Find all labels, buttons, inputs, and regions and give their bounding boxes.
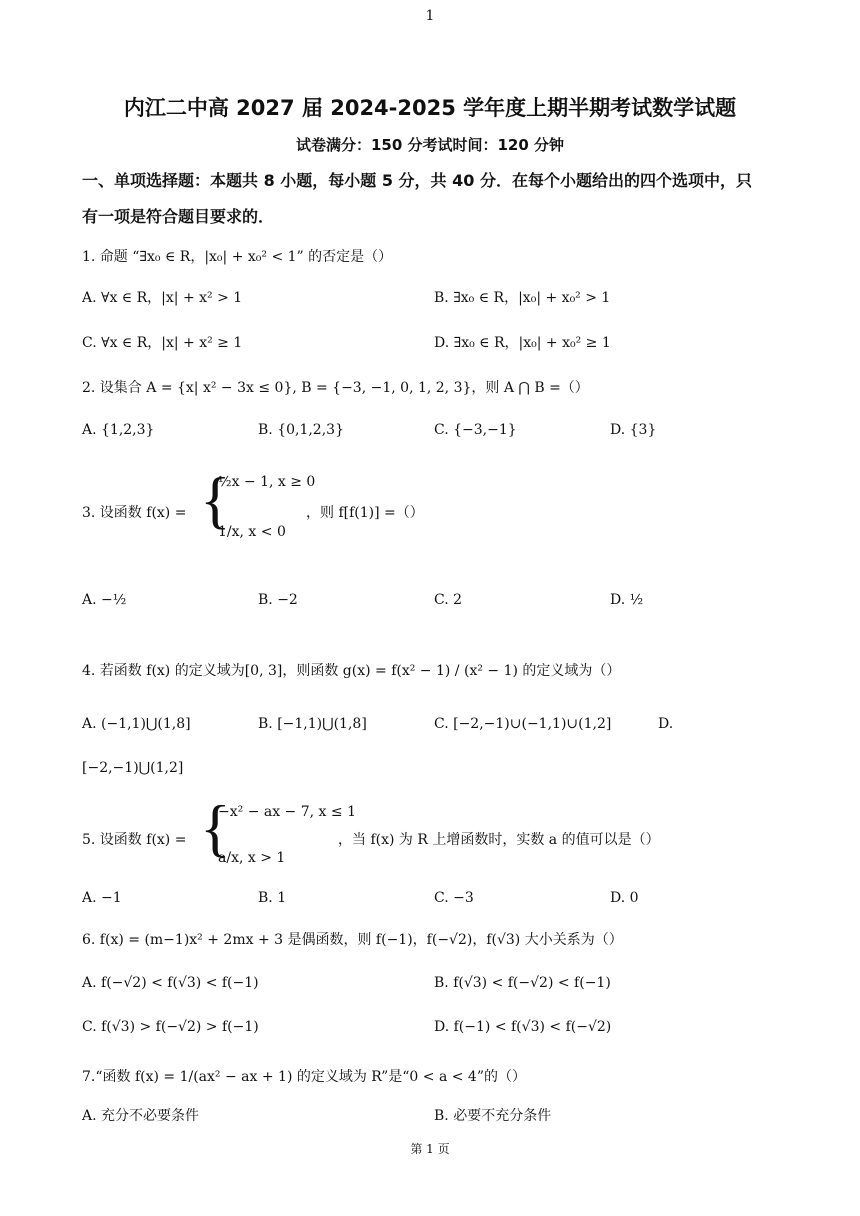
q3-case2: 1/x, x < 0 [218,524,286,540]
q7-option-a: A. 充分不必要条件 [82,1108,200,1124]
q5-option-b: B. 1 [258,890,287,906]
q2-option-c: C. {−3,−1} [434,422,517,438]
q6-option-a: A. f(−√2) < f(√3) < f(−1) [82,975,259,991]
section-heading-line1: 一、单项选择题：本题共 8 小题，每小题 5 分，共 40 分．在每个小题给出的四个选项中，只 [82,171,752,190]
q3-case1: ½x − 1, x ≥ 0 [218,474,316,490]
q1-option-a: A. ∀x ∈ R，|x| + x² > 1 [82,290,243,306]
q1-option-d: D. ∃x₀ ∈ R，|x₀| + x₀² ≥ 1 [434,335,611,351]
q1-option-c: C. ∀x ∈ R，|x| + x² ≥ 1 [82,335,243,351]
q1-stem: 1. 命题 “∃x₀ ∈ R，|x₀| + x₀² < 1” 的否定是（） [82,249,393,265]
q5-suffix: ，当 f(x) 为 R 上增函数时，实数 a 的值可以是（） [338,832,660,848]
q5-option-d: D. 0 [610,890,639,906]
q2-option-b: B. {0,1,2,3} [258,422,344,438]
q7-stem: 7.“函数 f(x) = 1/(ax² − ax + 1) 的定义域为 R”是“0 < a < 4”的（） [82,1069,526,1085]
q5-case2: a/x, x > 1 [218,850,286,866]
q2-option-a: A. {1,2,3} [82,422,155,438]
exam-subtitle: 试卷满分：150 分考试时间：120 分钟 [295,136,565,154]
q1-option-b: B. ∃x₀ ∈ R，|x₀| + x₀² > 1 [434,290,611,306]
q2-option-d: D. {3} [610,422,657,438]
q2-stem: 2. 设集合 A = {x| x² − 3x ≤ 0}, B = {−3, −1, 0, 1, 2, 3}，则 A ⋂ B =（） [82,380,589,396]
q5-option-c: C. −3 [434,890,474,906]
section-heading-line2: 有一项是符合题目要求的． [82,207,275,226]
q6-stem: 6. f(x) = (m−1)x² + 2mx + 3 是偶函数，则 f(−1)，f(−√2)，f(√3) 大小关系为（） [82,932,623,948]
q3-option-d: D. ½ [610,592,644,608]
q5-brace: { [200,792,231,863]
q4-stem: 4. 若函数 f(x) 的定义域为[0, 3]，则函数 g(x) = f(x² − 1) / (x² − 1) 的定义域为（） [82,663,621,679]
q4-option-d-label: D. [658,716,674,732]
q5-case1: −x² − ax − 7, x ≤ 1 [218,804,356,820]
q4-option-c: C. [−2,−1)∪(−1,1)∪(1,2] [434,716,612,732]
q5-option-a: A. −1 [82,890,122,906]
q5-prefix: 5. 设函数 f(x) = [82,832,187,848]
q3-option-b: B. −2 [258,592,298,608]
exam-title: 内江二中高 2027 届 2024-2025 学年度上期半期考试数学试题 [123,96,737,120]
q6-option-c: C. f(√3) > f(−√2) > f(−1) [82,1019,259,1035]
q6-option-d: D. f(−1) < f(√3) < f(−√2) [434,1019,612,1035]
q3-option-a: A. −½ [82,592,127,608]
page-number-top: 1 [425,8,435,24]
page-footer: 第 1 页 [410,1142,450,1156]
q6-option-b: B. f(√3) < f(−√2) < f(−1) [434,975,611,991]
q3-brace: { [200,464,231,535]
q4-option-b: B. [−1,1)⋃(1,8] [258,716,367,732]
q7-option-b: B. 必要不充分条件 [434,1108,552,1124]
q3-suffix: ，则 f[f(1)] =（） [306,505,424,521]
q3-prefix: 3. 设函数 f(x) = [82,505,187,521]
q4-option-d-content: [−2,−1)⋃(1,2] [82,760,184,776]
q3-option-c: C. 2 [434,592,463,608]
q4-option-a: A. (−1,1)⋃(1,8] [82,716,191,732]
